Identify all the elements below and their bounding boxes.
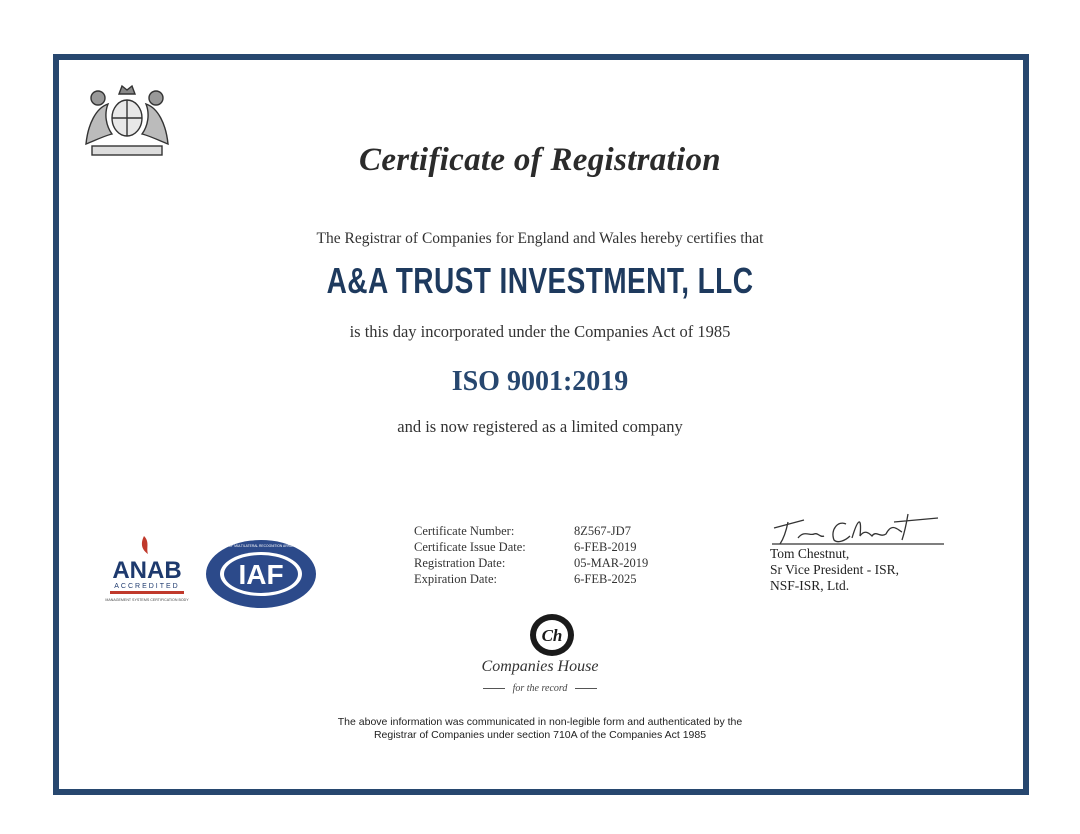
companies-house-logo xyxy=(528,612,576,658)
anab-accredited-text: ACCREDITED xyxy=(114,583,180,590)
detail-label: Certificate Number: xyxy=(414,524,515,538)
detail-value: 05-MAR-2019 xyxy=(574,556,649,570)
company-name: A&A TRUST INVESTMENT, LLC xyxy=(326,260,754,301)
signatory-block xyxy=(770,546,899,594)
anab-small-text: MANAGEMENT SYSTEMS CERTIFICATION BODY xyxy=(105,598,189,602)
signatory-title: Sr Vice President - ISR, xyxy=(770,562,900,577)
signature xyxy=(768,510,948,550)
iso-standard: ISO 9001:2019 xyxy=(451,366,629,397)
incorporation-statement: is this day incorporated under the Companies Act of 1985 xyxy=(349,322,731,341)
detail-row xyxy=(414,539,674,555)
detail-row xyxy=(414,555,674,571)
detail-row xyxy=(414,523,674,539)
divider xyxy=(483,688,505,689)
iaf-logo xyxy=(204,538,318,610)
companies-house-tagline-row xyxy=(0,683,1080,694)
detail-value: 8Z567-JD7 xyxy=(574,524,631,538)
anab-logo xyxy=(100,534,195,604)
registration-statement: and is now registered as a limited company xyxy=(397,417,683,436)
detail-label: Expiration Date: xyxy=(414,572,497,586)
companies-house-mark-text: Ch xyxy=(541,626,563,645)
footer-note xyxy=(0,716,1080,742)
registrar-statement: The Registrar of Companies for England and Wales hereby certifies that xyxy=(316,230,764,247)
footer-line: The above information was communicated in non-legible form and authenticated by the xyxy=(337,716,743,728)
footer-line: Registrar of Companies under section 710A of the Companies Act 1985 xyxy=(373,729,707,741)
divider xyxy=(575,688,597,689)
certificate-details xyxy=(414,523,674,587)
companies-house-tagline: for the record xyxy=(512,683,568,694)
companies-house-name: Companies House xyxy=(481,658,599,675)
signatory-name: Tom Chestnut, xyxy=(770,546,850,561)
detail-value: 6-FEB-2025 xyxy=(574,572,637,586)
detail-label: Certificate Issue Date: xyxy=(414,540,526,554)
detail-label: Registration Date: xyxy=(414,556,506,570)
iaf-ring-text: MEMBER OF MULTILATERAL RECOGNITION ARRANGEMENT xyxy=(213,544,309,548)
certificate-title: Certificate of Registration xyxy=(359,142,721,178)
anab-logo-text: ANAB xyxy=(112,557,182,584)
detail-row xyxy=(414,571,674,587)
detail-value: 6-FEB-2019 xyxy=(574,540,637,554)
iaf-logo-text: IAF xyxy=(238,559,284,590)
signatory-org: NSF-ISR, Ltd. xyxy=(770,578,850,593)
